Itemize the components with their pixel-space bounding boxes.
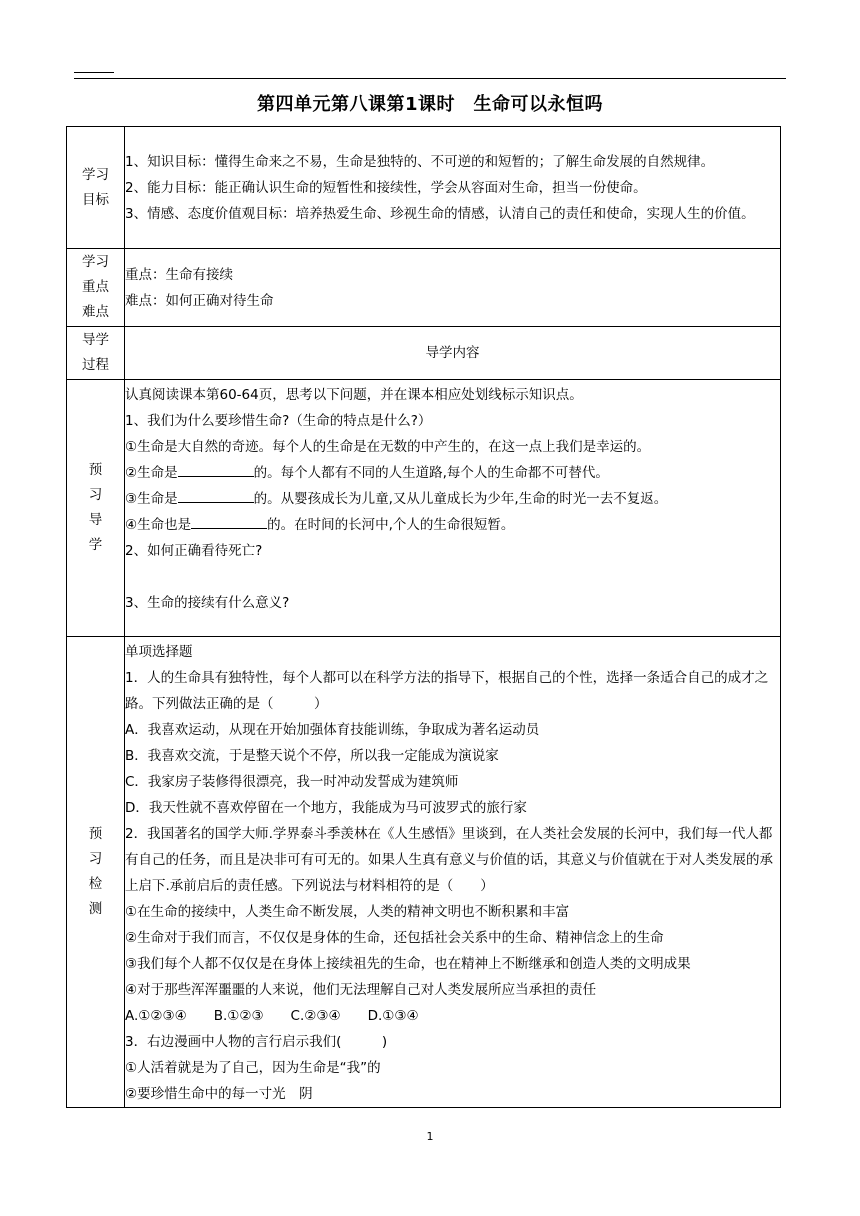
label-preview-guide-char-2: 习 <box>88 487 103 503</box>
question-3-stem: 3．右边漫画中人物的言行启示我们( ) <box>125 1034 388 1050</box>
page-title: 第四单元第八课第1课时 生命可以永恒吗 <box>256 94 604 115</box>
item-3 <box>125 486 780 512</box>
label-goals-line-2: 目标 <box>82 191 109 208</box>
question-2-statement-3: ③我们每个人都不仅仅是在身体上接续祖先的生命，也在精神上不断继承和创造人类的文明成果 <box>125 956 691 972</box>
preview-intro: 认真阅读课本第60-64页，思考以下问题，并在课本相应处划线标示知识点。 <box>125 387 583 403</box>
label-preview-guide <box>67 380 125 637</box>
header-rule <box>74 78 786 79</box>
label-key-points <box>67 249 125 327</box>
label-preview-test-char-4: 测 <box>88 901 103 917</box>
preview-test-content <box>125 637 781 1108</box>
goal-2: 2、能力目标：能正确认识生命的短暂性和接续性，学会从容面对生命，担当一份使命。 <box>125 179 647 196</box>
key-points-content <box>125 249 781 327</box>
answer-space <box>125 564 780 590</box>
label-preview-test-char-1: 预 <box>88 826 103 842</box>
goal-3: 3、情感、态度价值观目标：培养热爱生命、珍视生命的情感，认清自己的责任和使命，实现人生的价值。 <box>125 205 755 222</box>
question-3: 3、生命的接续有什么意义? <box>125 595 290 611</box>
label-preview-test <box>67 637 125 1108</box>
question-2-statement-4: ④对于那些浑浑噩噩的人来说，他们无法理解自己对人类发展所应当承担的责任 <box>125 982 597 998</box>
item-4 <box>125 512 780 538</box>
question-2-stem: 2．我国著名的国学大师.学界泰斗季羡林在《人生感悟》里谈到，在人类社会发展的长河中，我们每一代人都 有自己的任务，而且是决非可有可无的。如果人生真有意义与价值的话，其意义与价值就在于对人类发展的承上启下.承前启后的责任感。下列说法与材料相符的是（ ） <box>125 826 773 894</box>
question-2: 2、如何正确看待死亡? <box>125 543 263 559</box>
label-preview-test-char-2: 习 <box>88 851 103 867</box>
question-2-options: A.①②③④ B.①②③ C.②③④ D.①③④ <box>125 1008 419 1024</box>
item-4-pre: ④生命也是 <box>125 517 192 533</box>
item-2-post: 的。每个人都有不同的人生道路,每个人的生命都不可替代。 <box>253 465 609 481</box>
question-1-option-d: D．我天性就不喜欢停留在一个地方，我能成为马可波罗式的旅行家 <box>125 800 527 816</box>
row-preview-test <box>67 637 781 1108</box>
label-preview-test-char-3: 检 <box>88 876 103 892</box>
item-3-post: 的。从婴孩成长为儿童,又从儿童成长为少年,生命的时光一去不复返。 <box>253 491 668 507</box>
fill-blank-4[interactable] <box>191 514 267 529</box>
item-2-pre: ②生命是 <box>125 465 178 481</box>
row-preview-guide <box>67 380 781 637</box>
item-3-pre: ③生命是 <box>125 491 178 507</box>
question-1-option-a: A．我喜欢运动，从现在开始加强体育技能训练，争取成为著名运动员 <box>125 722 540 738</box>
question-1-option-c: C．我家房子装修得很漂亮，我一时冲动发誓成为建筑师 <box>125 774 459 790</box>
row-process <box>67 327 781 380</box>
item-4-post: 的。在时间的长河中,个人的生命很短暂。 <box>267 517 515 533</box>
item-2 <box>125 460 780 486</box>
fill-blank-3[interactable] <box>178 488 254 503</box>
difficult-point: 难点：如何正确对待生命 <box>125 292 274 309</box>
test-heading: 单项选择题 <box>125 644 193 660</box>
label-preview-guide-char-3: 导 <box>88 512 103 528</box>
label-process <box>67 327 125 380</box>
row-goals <box>67 127 781 249</box>
row-key-points <box>67 249 781 327</box>
label-key-points-line-1: 学习 <box>82 254 109 270</box>
label-preview-guide-char-1: 预 <box>88 462 103 478</box>
label-goals <box>67 127 125 249</box>
lesson-table <box>66 126 781 1108</box>
label-process-line-2: 过程 <box>82 357 109 373</box>
goals-content <box>125 127 781 249</box>
question-2-statement-1: ①在生命的接续中，人类生命不断发展，人类的精神文明也不断积累和丰富 <box>125 904 570 920</box>
label-goals-line-1: 学习 <box>82 166 109 183</box>
question-2-statement-2: ②生命对于我们而言，不仅仅是身体的生命，还包括社会关系中的生命、精神信念上的生命 <box>125 930 664 946</box>
question-1: 1、我们为什么要珍惜生命?（生命的特点是什么?） <box>125 413 432 429</box>
question-1-option-b: B．我喜欢交流，于是整天说个不停，所以我一定能成为演说家 <box>125 748 499 764</box>
key-point: 重点：生命有接续 <box>125 266 233 283</box>
label-process-line-1: 导学 <box>82 332 109 348</box>
process-content: 导学内容 <box>125 327 781 380</box>
question-3-statement-1: ①人活着就是为了自己，因为生命是“我”的 <box>125 1060 381 1076</box>
fill-blank-2[interactable] <box>178 462 254 477</box>
preview-guide-content <box>125 380 781 637</box>
question-1-stem: 1．人的生命具有独特性，每个人都可以在科学方法的指导下，根据自己的个性，选择一条适合自己的成才之路。下列做法正确的是（ ） <box>125 670 769 712</box>
goal-1: 1、知识目标：懂得生命来之不易，生命是独特的、不可逆的和短暂的；了解生命发展的自然规律。 <box>125 153 715 170</box>
question-3-statement-2: ②要珍惜生命中的每一寸光 阴 <box>125 1086 313 1102</box>
header-rule-short <box>74 72 114 73</box>
label-key-points-line-3: 难点 <box>82 304 109 320</box>
label-key-points-line-2: 重点 <box>82 279 109 295</box>
page-number: 1 <box>426 1130 434 1143</box>
label-preview-guide-char-4: 学 <box>88 537 103 553</box>
item-1: ①生命是大自然的奇迹。每个人的生命是在无数的中产生的，在这一点上我们是幸运的。 <box>125 439 651 455</box>
